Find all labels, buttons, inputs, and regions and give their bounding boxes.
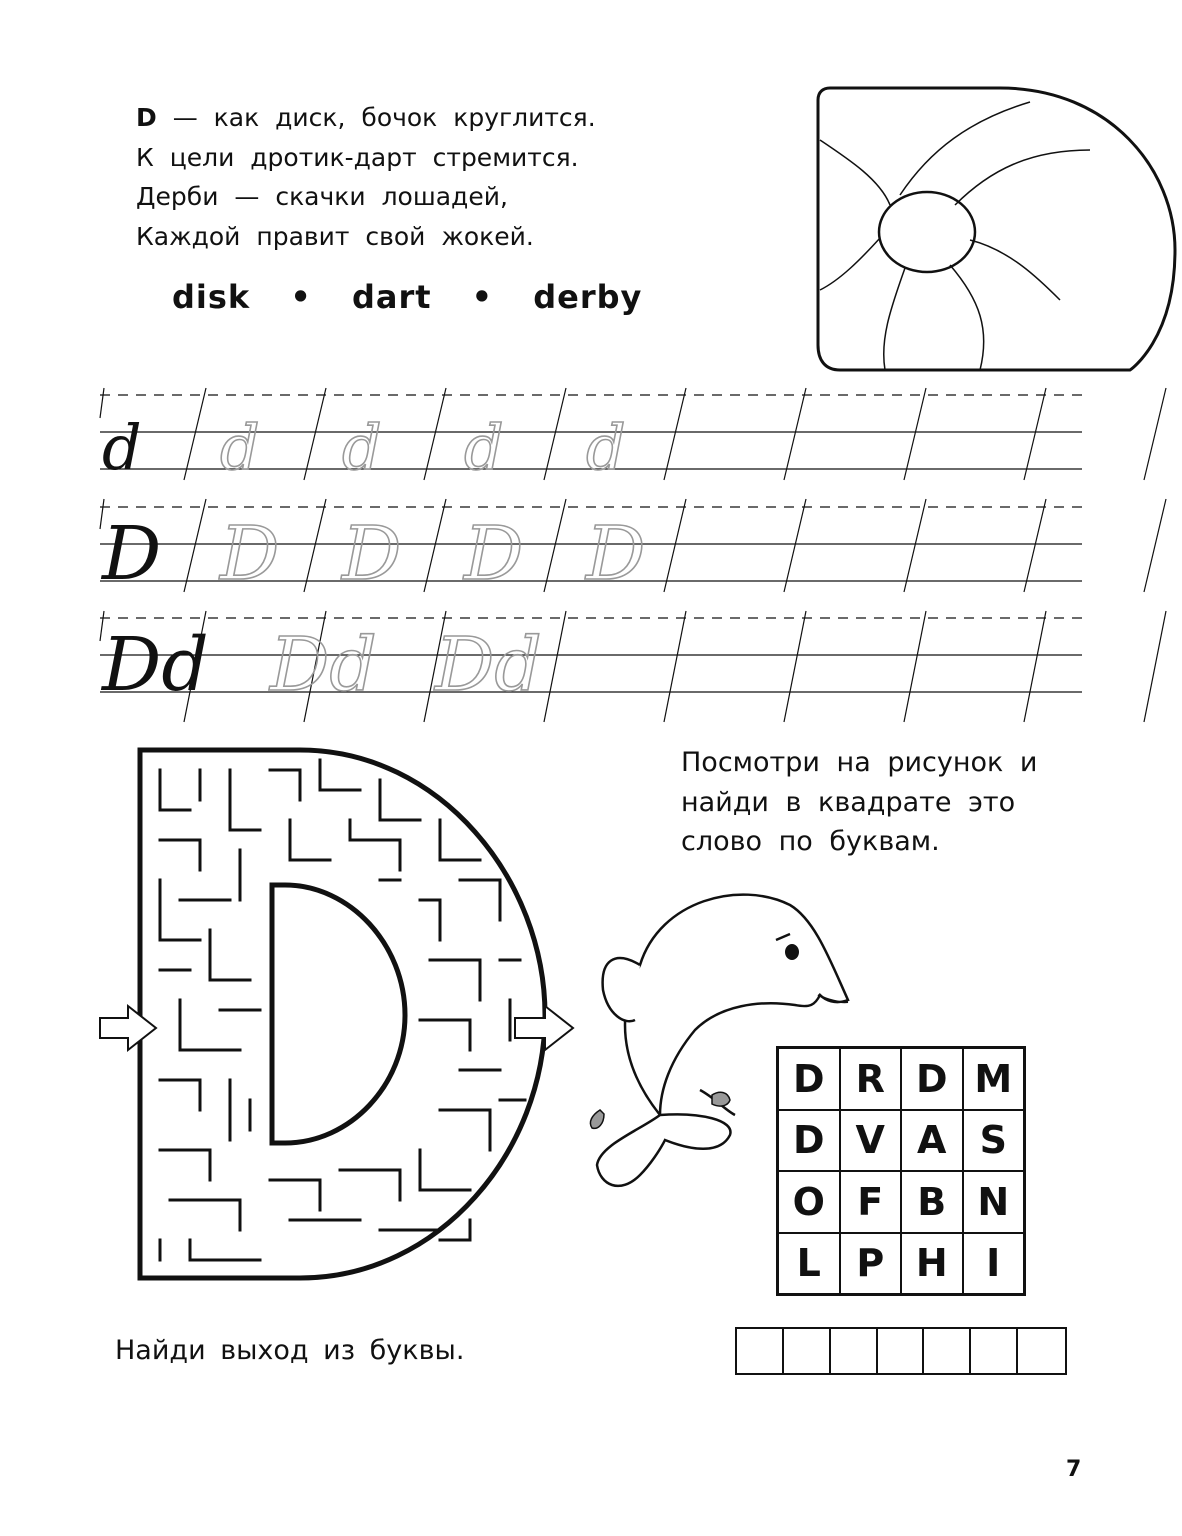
keyword: disk — [172, 278, 251, 316]
poem-line-text: — как диск, бочок круглится. — [156, 103, 596, 132]
cursive-trace-letter[interactable]: D — [464, 511, 524, 597]
instruction-line: слово по буквам. — [681, 826, 940, 857]
grid-cell[interactable]: D — [778, 1110, 840, 1172]
cursive-trace-letter[interactable]: d — [464, 411, 504, 484]
word-search-grid — [776, 1046, 1026, 1296]
page-number: 7 — [1066, 1457, 1082, 1482]
answer-slot[interactable] — [784, 1329, 831, 1373]
poem-line: Дерби — скачки лошадей, — [136, 182, 508, 211]
grid-cell[interactable]: P — [840, 1233, 902, 1295]
grid-cell[interactable]: H — [901, 1233, 963, 1295]
cursive-trace-letter[interactable]: D — [220, 511, 280, 597]
cursive-trace-letter[interactable]: d — [220, 411, 260, 484]
cursive-trace-letter[interactable]: D — [342, 511, 402, 597]
grid-cell[interactable]: L — [778, 1233, 840, 1295]
cursive-trace-letter[interactable]: d — [586, 411, 626, 484]
grid-cell[interactable]: B — [901, 1171, 963, 1233]
grid-cell[interactable]: F — [840, 1171, 902, 1233]
grid-cell[interactable]: R — [840, 1048, 902, 1110]
cursive-trace-letter[interactable]: D — [586, 511, 646, 597]
grid-cell[interactable]: D — [901, 1048, 963, 1110]
word-search-instruction — [681, 743, 1037, 862]
answer-boxes — [735, 1327, 1067, 1375]
grid-cell[interactable]: M — [963, 1048, 1025, 1110]
cursive-trace-letter[interactable]: Dd — [435, 622, 542, 708]
answer-slot[interactable] — [971, 1329, 1018, 1373]
instruction-line: найди в квадрате это — [681, 786, 1016, 818]
grid-cell[interactable]: A — [901, 1110, 963, 1172]
answer-slot[interactable] — [924, 1329, 971, 1373]
cursive-trace-letter[interactable]: d — [342, 411, 382, 484]
grid-cell[interactable]: I — [963, 1233, 1025, 1295]
grid-cell[interactable]: D — [778, 1048, 840, 1110]
cursive-trace-letter[interactable]: Dd — [270, 622, 377, 708]
answer-slot[interactable] — [831, 1329, 878, 1373]
keyword: dart — [351, 278, 432, 316]
cursive-sample-letter: D — [102, 511, 162, 597]
grid-cell[interactable]: N — [963, 1171, 1025, 1233]
poem-lead-letter: D — [136, 103, 157, 132]
grid-cell[interactable]: S — [963, 1110, 1025, 1172]
poem-line: К цели дротик-дарт стремится. — [136, 142, 579, 172]
cursive-sample-letter: d — [102, 411, 142, 484]
grid-cell[interactable]: V — [840, 1110, 902, 1172]
keyword: derby — [533, 278, 643, 316]
keyword-separator: • — [290, 278, 312, 316]
grid-cell[interactable]: O — [778, 1171, 840, 1233]
answer-slot[interactable] — [878, 1329, 925, 1373]
answer-slot[interactable] — [1018, 1329, 1065, 1373]
answer-slot[interactable] — [737, 1329, 784, 1373]
instruction-line: Посмотри на рисунок и — [681, 747, 1038, 778]
keyword-separator: • — [471, 278, 494, 316]
cursive-sample-letter: Dd — [102, 622, 209, 708]
poem-line: Каждой правит свой жокей. — [136, 221, 534, 251]
maze-caption: Найди выход из буквы. — [115, 1335, 465, 1366]
